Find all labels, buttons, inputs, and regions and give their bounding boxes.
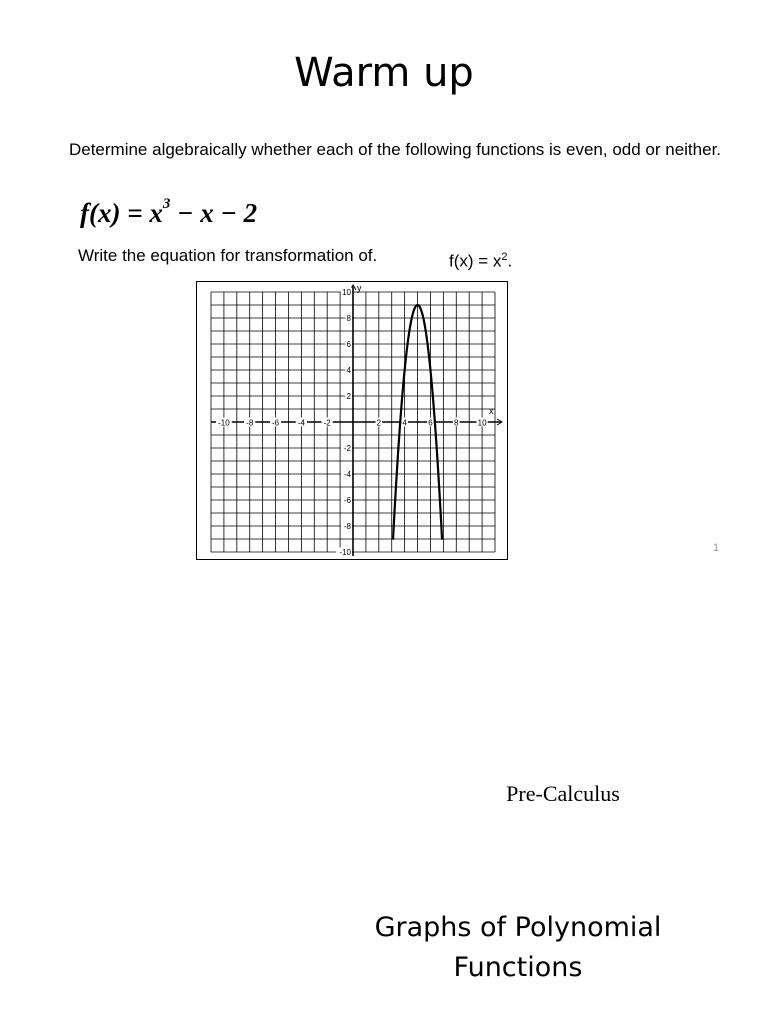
slide-title: Warm up — [294, 50, 474, 96]
y-tick-label: 10 — [342, 288, 351, 297]
formula-lhs: f(x) = x — [80, 198, 163, 228]
y-tick-label: -2 — [343, 444, 351, 453]
x-tick-label: 6 — [428, 418, 433, 428]
instruction-text: Determine algebraically whether each of the following functions is even, odd or neither. — [68, 140, 722, 159]
slide-number: 1 — [713, 542, 720, 554]
lesson-subject-line1: Graphs of Polynomial — [374, 912, 662, 943]
y-tick-label: -6 — [343, 496, 351, 505]
y-tick-label: -4 — [343, 470, 351, 479]
x-tick-label: 2 — [376, 418, 382, 428]
x-tick-label: -8 — [246, 418, 254, 428]
x-axis-label: x — [489, 406, 494, 416]
transformation-prompt: Write the equation for transformation of. — [78, 246, 378, 265]
y-tick-label: -10 — [339, 548, 351, 557]
parent-function-exponent: 2 — [501, 251, 508, 263]
coordinate-grid-chart — [197, 282, 507, 559]
parent-function-base: f(x) = x — [449, 251, 502, 271]
x-tick-label: 10 — [477, 418, 487, 428]
formula-rhs: − x − 2 — [170, 198, 258, 228]
lesson-subject-line2: Functions — [453, 952, 583, 983]
y-tick-label: 6 — [346, 340, 351, 349]
parent-function — [449, 246, 512, 273]
formula-exponent: 3 — [162, 196, 171, 212]
x-tick-label: -10 — [218, 418, 230, 428]
y-axis-label: y — [357, 283, 362, 293]
y-tick-label: -8 — [343, 522, 351, 531]
x-tick-label: 8 — [454, 418, 459, 428]
graph-frame — [196, 281, 508, 560]
course-name: Pre-Calculus — [506, 781, 620, 806]
y-tick-label: 8 — [346, 314, 351, 323]
x-tick-label: -2 — [323, 418, 331, 428]
y-tick-label: 4 — [346, 366, 351, 375]
function-formula — [80, 190, 257, 231]
lesson-subject — [340, 908, 696, 988]
x-tick-label: -6 — [271, 418, 280, 428]
parent-function-suffix: . — [507, 251, 513, 271]
x-tick-label: -4 — [297, 418, 305, 428]
y-tick-label: 2 — [346, 392, 351, 401]
x-tick-label: 4 — [402, 418, 407, 428]
